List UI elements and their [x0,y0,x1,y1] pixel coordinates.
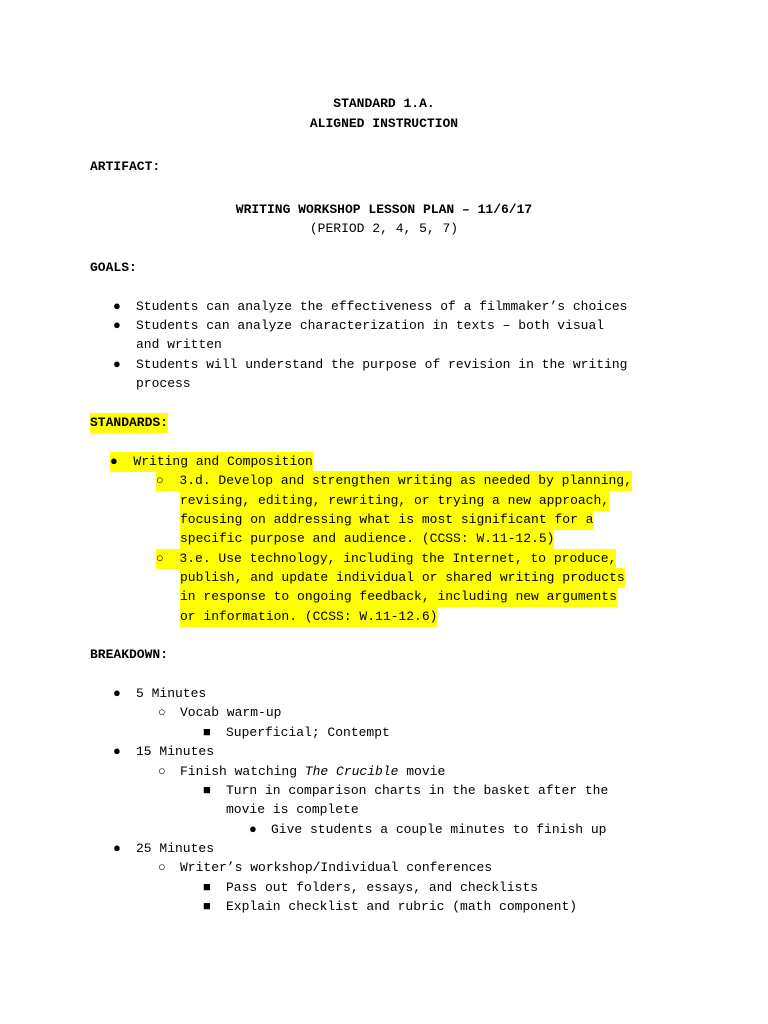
title-standard: STANDARD 1.A. [333,96,435,111]
bullet-icon: ● [113,318,121,333]
circle-bullet-icon: ○ [158,705,166,720]
bullet-icon: ● [249,822,257,837]
goals-label: GOALS: [90,260,137,275]
title-aligned-instruction: ALIGNED INSTRUCTION [309,116,459,131]
standard-item-continuation: publish, and update individual or shared writing products [180,568,625,588]
breakdown-time: 5 Minutes [136,686,207,701]
lesson-title: WRITING WORKSHOP LESSON PLAN – 11/6/17 [235,202,533,217]
breakdown-subdetail: Give students a couple minutes to finish up [271,822,607,837]
breakdown-detail: Turn in comparison charts in the basket after the [226,783,609,798]
standards-category-label: Writing and Composition [133,454,313,469]
standards-label: STANDARDS: [90,413,168,433]
standard-item-continuation: or information. (CCSS: W.11-12.6) [180,607,437,627]
bullet-icon: ● [110,454,118,469]
circle-bullet-icon: ○ [158,860,166,875]
activity-text: Finish watching [180,764,305,779]
circle-bullet-icon: ○ [156,473,164,488]
breakdown-detail: Explain checklist and rubric (math component) [226,899,578,914]
square-bullet-icon: ■ [203,899,211,914]
activity-text: movie [398,764,446,779]
breakdown-time: 15 Minutes [136,744,215,759]
standard-text: 3.e. Use technology, including the Internet, to produce, [179,551,617,566]
square-bullet-icon: ■ [203,725,211,740]
breakdown-detail: Superficial; Contempt [226,725,390,740]
lesson-periods: (PERIOD 2, 4, 5, 7) [309,221,459,236]
standard-item [156,471,632,491]
square-bullet-icon: ■ [203,783,211,798]
breakdown-activity [180,762,445,782]
goal-item-continuation: and written [136,337,222,352]
goal-item: Students can analyze characterization in texts – both visual [136,318,605,333]
breakdown-activity: Vocab warm-up [180,705,282,720]
movie-title: The Crucible [304,764,399,779]
circle-bullet-icon: ○ [156,551,164,566]
standards-category [110,452,313,472]
goal-item: Students can analyze the effectiveness of a filmmaker’s choices [136,299,628,314]
goal-item-continuation: process [136,376,191,391]
bullet-icon: ● [113,357,121,372]
standard-text: 3.d. Develop and strengthen writing as needed by planning, [179,473,632,488]
standard-item-continuation: in response to ongoing feedback, including new arguments [180,587,617,607]
breakdown-detail-continuation: movie is complete [226,802,359,817]
bullet-icon: ● [113,686,121,701]
goal-item: Students will understand the purpose of revision in the writing [136,357,628,372]
bullet-icon: ● [113,299,121,314]
standard-item [156,549,616,569]
breakdown-activity: Writer’s workshop/Individual conferences [180,860,493,875]
square-bullet-icon: ■ [203,880,211,895]
standard-item-continuation: focusing on addressing what is most significant for a [180,510,593,530]
breakdown-label: BREAKDOWN: [90,647,169,662]
standard-item-continuation: revising, editing, rewriting, or trying a new approach, [180,491,609,511]
breakdown-time: 25 Minutes [136,841,215,856]
artifact-label: ARTIFACT: [90,159,161,174]
bullet-icon: ● [113,744,121,759]
standard-item-continuation: specific purpose and audience. (CCSS: W.11-12.5) [180,529,554,549]
bullet-icon: ● [113,841,121,856]
breakdown-detail: Pass out folders, essays, and checklists [226,880,539,895]
circle-bullet-icon: ○ [158,764,166,779]
